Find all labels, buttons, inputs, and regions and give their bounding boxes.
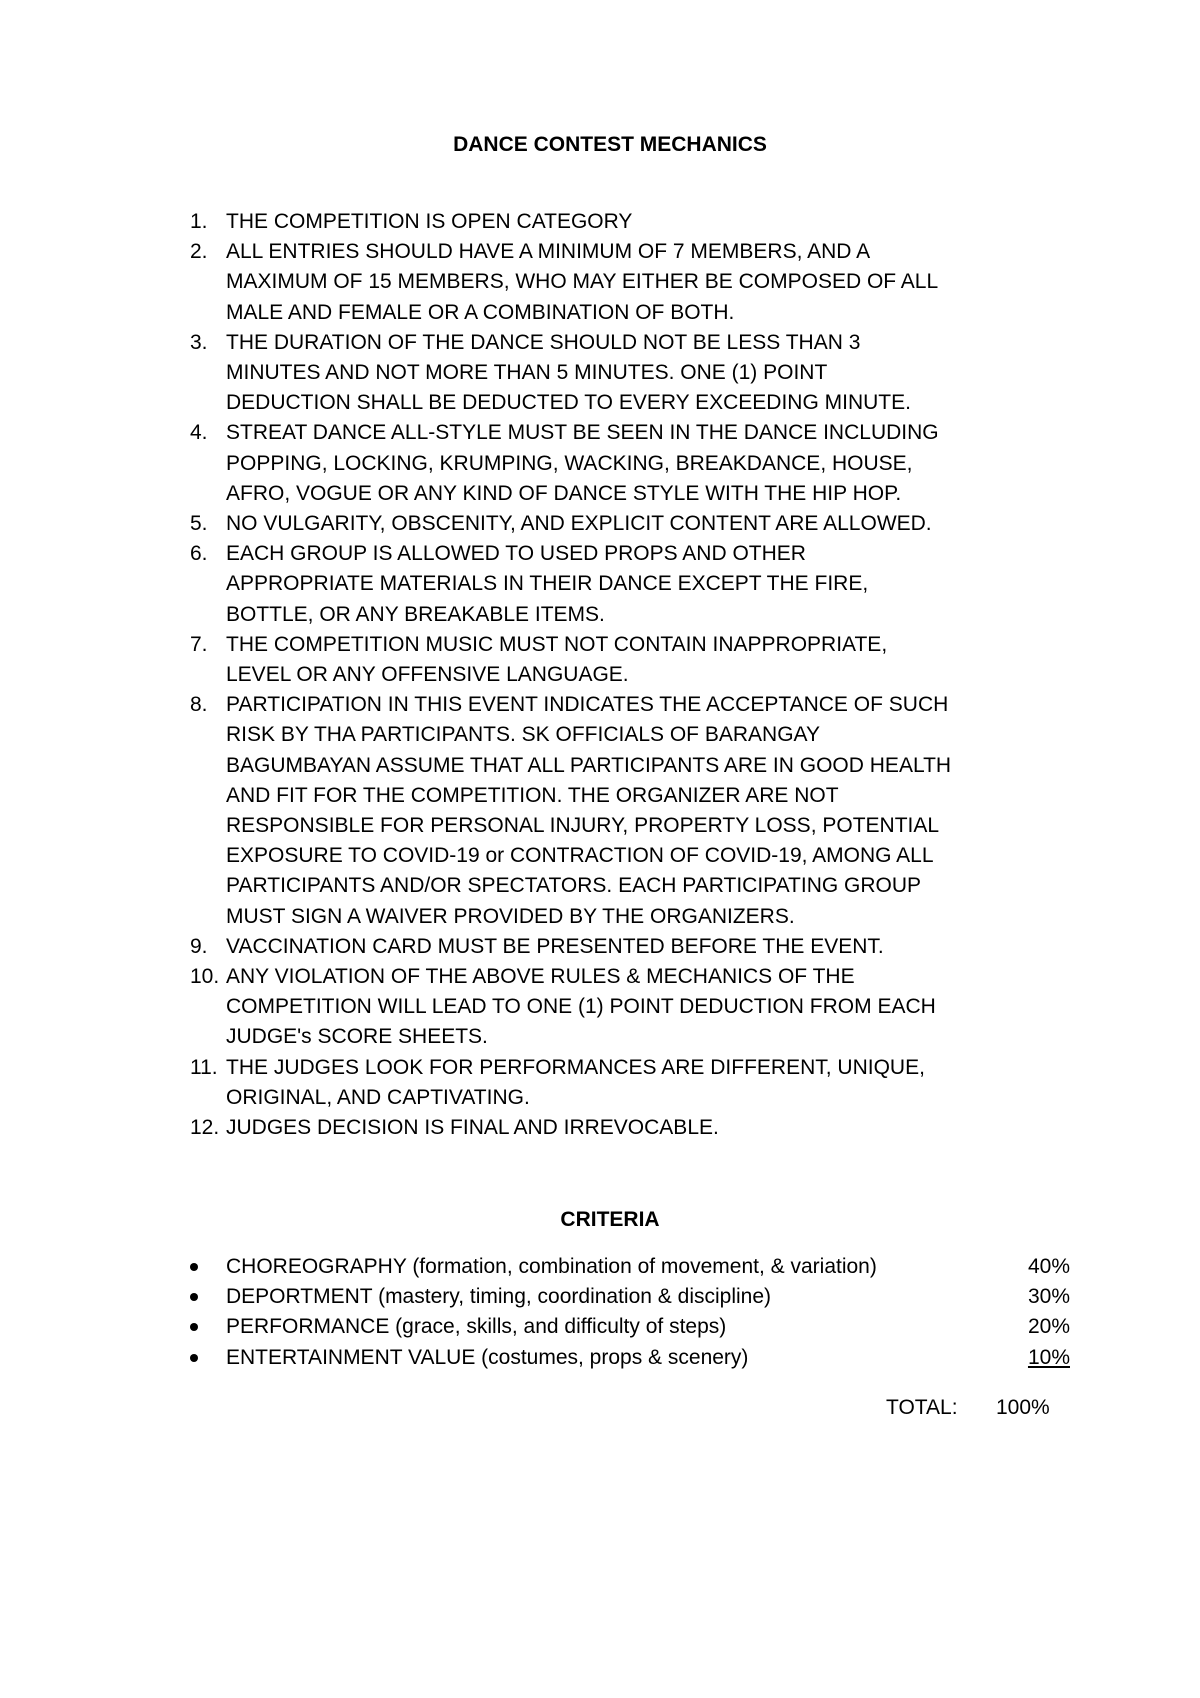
total-row (886, 1393, 1050, 1423)
item-line: EACH GROUP IS ALLOWED TO USED PROPS AND OTHER (226, 542, 806, 566)
list-item (190, 418, 1090, 509)
item-line: THE JUDGES LOOK FOR PERFORMANCES ARE DIFFERENT, UNIQUE, (226, 1055, 925, 1079)
item-line: VACCINATION CARD MUST BE PRESENTED BEFORE THE EVENT. (226, 934, 884, 958)
list-item (190, 690, 1090, 932)
item-line: AND FIT FOR THE COMPETITION. THE ORGANIZER ARE NOT (226, 783, 839, 807)
item-number: 7. (190, 632, 208, 656)
list-item (190, 509, 1090, 539)
item-number: 5. (190, 512, 208, 536)
item-line: NO VULGARITY, OBSCENITY, AND EXPLICIT CONTENT ARE ALLOWED. (226, 512, 932, 536)
mechanics-list (190, 207, 1090, 1143)
criteria-label: PERFORMANCE (grace, skills, and difficulty of steps) (226, 1315, 727, 1339)
item-number: 6. (190, 542, 208, 566)
bullet-icon (190, 1263, 198, 1271)
item-line: MINUTES AND NOT MORE THAN 5 MINUTES. ONE (1) POINT (226, 361, 828, 385)
criteria-percent: 30% (1027, 1285, 1070, 1309)
item-number: 11. (190, 1055, 218, 1079)
total-value: 100% (996, 1396, 1050, 1419)
item-line: THE DURATION OF THE DANCE SHOULD NOT BE LESS THAN 3 (226, 330, 861, 354)
item-line: PARTICIPANTS AND/OR SPECTATORS. EACH PARTICIPATING GROUP (226, 874, 922, 898)
item-line: DEDUCTION SHALL BE DEDUCTED TO EVERY EXCEEDING MINUTE. (226, 391, 911, 415)
item-line: THE COMPETITION IS OPEN CATEGORY (226, 210, 633, 233)
item-line: EXPOSURE TO COVID-19 or CONTRACTION OF COVID-19, AMONG ALL (226, 844, 934, 868)
criteria-item (190, 1282, 1070, 1312)
list-item (190, 207, 1090, 237)
criteria-label: DEPORTMENT (mastery, timing, coordination & discipline) (226, 1285, 772, 1309)
criteria-item (190, 1252, 1070, 1282)
criteria-title: CRITERIA (560, 1208, 660, 1231)
item-line: COMPETITION WILL LEAD TO ONE (1) POINT DEDUCTION FROM EACH (226, 995, 936, 1019)
criteria-label: ENTERTAINMENT VALUE (costumes, props & scenery) (226, 1345, 749, 1369)
item-number: 1. (190, 210, 208, 233)
bullet-icon (190, 1323, 198, 1331)
item-line: ANY VIOLATION OF THE ABOVE RULES & MECHANICS OF THE (226, 965, 855, 989)
criteria-label: CHOREOGRAPHY (formation, combination of movement, & variation) (226, 1255, 877, 1278)
list-item (190, 539, 1090, 630)
item-line: PARTICIPATION IN THIS EVENT INDICATES THE ACCEPTANCE OF SUCH (226, 693, 949, 717)
list-item (190, 328, 1090, 419)
item-line: MUST SIGN A WAIVER PROVIDED BY THE ORGANIZERS. (226, 904, 795, 928)
item-number: 8. (190, 693, 208, 717)
list-item (190, 962, 1090, 1053)
item-number: 2. (190, 240, 208, 264)
item-number: 3. (190, 330, 208, 354)
list-item (190, 237, 1090, 328)
item-line: THE COMPETITION MUSIC MUST NOT CONTAIN INAPPROPRIATE, (226, 632, 888, 656)
item-line: BOTTLE, OR ANY BREAKABLE ITEMS. (226, 602, 605, 626)
item-number: 9. (190, 934, 208, 958)
item-line: RISK BY THA PARTICIPANTS. SK OFFICIALS OF BARANGAY (226, 723, 820, 747)
item-line: JUDGES DECISION IS FINAL AND IRREVOCABLE. (226, 1116, 719, 1140)
criteria-percent: 20% (1027, 1315, 1070, 1339)
list-item (190, 1053, 1090, 1113)
item-line: ALL ENTRIES SHOULD HAVE A MINIMUM OF 7 MEMBERS, AND A (226, 240, 871, 264)
item-line: MALE AND FEMALE OR A COMBINATION OF BOTH. (226, 300, 735, 324)
list-item (190, 1113, 1090, 1143)
list-item (190, 630, 1090, 690)
item-line: JUDGE's SCORE SHEETS. (226, 1025, 488, 1049)
item-line: ORIGINAL, AND CAPTIVATING. (226, 1085, 530, 1109)
item-line: POPPING, LOCKING, KRUMPING, WACKING, BREAKDANCE, HOUSE, (226, 451, 913, 475)
criteria-item (190, 1312, 1070, 1342)
item-line: AFRO, VOGUE OR ANY KIND OF DANCE STYLE WITH THE HIP HOP. (226, 481, 902, 505)
item-line: RESPONSIBLE FOR PERSONAL INJURY, PROPERTY LOSS, POTENTIAL (226, 814, 940, 838)
criteria-percent: 10% (1027, 1345, 1070, 1369)
item-number: 4. (190, 421, 208, 445)
criteria-percent: 40% (1027, 1255, 1070, 1278)
item-line: STREAT DANCE ALL-STYLE MUST BE SEEN IN THE DANCE INCLUDING (226, 421, 939, 445)
total-label: TOTAL: (886, 1396, 958, 1419)
bullet-icon (190, 1354, 198, 1362)
bullet-icon (190, 1293, 198, 1301)
item-number: 12. (190, 1116, 220, 1140)
item-line: APPROPRIATE MATERIALS IN THEIR DANCE EXCEPT THE FIRE, (226, 572, 869, 596)
criteria-item (190, 1343, 1070, 1373)
page-title: DANCE CONTEST MECHANICS (453, 133, 767, 156)
criteria-list (190, 1252, 1070, 1373)
item-number: 10. (190, 965, 220, 989)
item-line: BAGUMBAYAN ASSUME THAT ALL PARTICIPANTS ARE IN GOOD HEALTH (226, 753, 952, 777)
list-item (190, 932, 1090, 962)
item-line: MAXIMUM OF 15 MEMBERS, WHO MAY EITHER BE COMPOSED OF ALL (226, 270, 939, 294)
item-line: LEVEL OR ANY OFFENSIVE LANGUAGE. (226, 663, 629, 687)
